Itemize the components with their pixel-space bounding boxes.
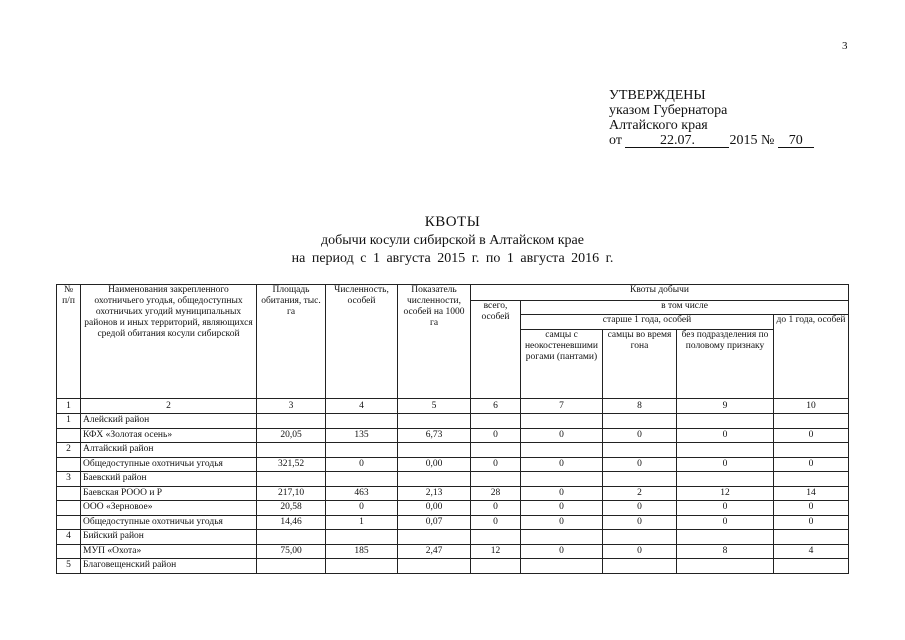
empty-cell xyxy=(603,443,677,458)
header-name: Наименования закрепленного охотничьего угодья, общедоступных охотничьих угодий муниципальных районов и иных территорий, являющихся средой обитания косули сибирской xyxy=(81,285,257,399)
males-rut-value: 0 xyxy=(603,501,677,516)
males-rut-value: 0 xyxy=(603,457,677,472)
young-value: 0 xyxy=(774,515,849,530)
young-value: 0 xyxy=(774,501,849,516)
approval-heading: УТВЕРЖДЕНЫ xyxy=(609,88,706,103)
count-value: 1 xyxy=(326,515,398,530)
header-num: № п/п xyxy=(57,285,81,399)
district-row xyxy=(57,414,849,429)
no-sex-value: 0 xyxy=(677,457,774,472)
empty-cell xyxy=(603,530,677,545)
empty-cell xyxy=(57,544,81,559)
district-name: Алтайский район xyxy=(81,443,257,458)
column-number: 3 xyxy=(257,399,326,414)
header-males-antlers: самцы с неокостеневшими рогами (пантами) xyxy=(521,330,603,399)
row-number: 1 xyxy=(57,414,81,429)
table-row xyxy=(57,515,849,530)
empty-cell xyxy=(521,472,603,487)
district-name: Благовещенский район xyxy=(81,559,257,574)
males-rut-value: 0 xyxy=(603,428,677,443)
approval-number: 70 xyxy=(778,134,814,148)
empty-cell xyxy=(521,559,603,574)
no-sex-value: 0 xyxy=(677,515,774,530)
empty-cell xyxy=(774,443,849,458)
empty-cell xyxy=(677,472,774,487)
empty-cell xyxy=(326,559,398,574)
title-main: КВОТЫ xyxy=(424,214,481,230)
empty-cell xyxy=(398,443,471,458)
row-number: 2 xyxy=(57,443,81,458)
young-value: 14 xyxy=(774,486,849,501)
column-number: 5 xyxy=(398,399,471,414)
area-value: 75,00 xyxy=(257,544,326,559)
empty-cell xyxy=(257,530,326,545)
approval-stamp xyxy=(609,88,814,148)
empty-cell xyxy=(398,472,471,487)
approval-date: 22.07. xyxy=(625,134,729,148)
empty-cell xyxy=(257,472,326,487)
area-value: 20,58 xyxy=(257,501,326,516)
empty-cell xyxy=(398,414,471,429)
count-value: 0 xyxy=(326,501,398,516)
hunting-ground-name: КФХ «Золотая осень» xyxy=(81,428,257,443)
hunting-ground-name: МУП «Охота» xyxy=(81,544,257,559)
area-value: 321,52 xyxy=(257,457,326,472)
district-row xyxy=(57,530,849,545)
row-number: 4 xyxy=(57,530,81,545)
title-period: на период с 1 августа 2015 г. по 1 августа 2016 г. xyxy=(291,251,614,266)
density-value: 0,07 xyxy=(398,515,471,530)
empty-cell xyxy=(57,428,81,443)
document-title xyxy=(0,213,905,268)
column-number: 1 xyxy=(57,399,81,414)
no-sex-value: 0 xyxy=(677,501,774,516)
density-value: 2,47 xyxy=(398,544,471,559)
empty-cell xyxy=(774,414,849,429)
hunting-ground-name: Общедоступные охотничьи угодья xyxy=(81,515,257,530)
table-row xyxy=(57,501,849,516)
empty-cell xyxy=(471,472,521,487)
hunting-ground-name: Общедоступные охотничьи угодья xyxy=(81,457,257,472)
count-value: 185 xyxy=(326,544,398,559)
header-total: всего, особей xyxy=(471,301,521,399)
empty-cell xyxy=(521,414,603,429)
total-quota-value: 28 xyxy=(471,486,521,501)
header-including: в том числе xyxy=(521,301,849,315)
approval-date-line xyxy=(609,133,814,148)
area-value: 20,05 xyxy=(257,428,326,443)
males-antlers-value: 0 xyxy=(521,501,603,516)
column-number: 10 xyxy=(774,399,849,414)
empty-cell xyxy=(471,414,521,429)
males-antlers-value: 0 xyxy=(521,544,603,559)
approval-date-prefix: от xyxy=(609,133,622,148)
district-name: Баевский район xyxy=(81,472,257,487)
empty-cell xyxy=(603,559,677,574)
header-area: Площадь обитания, тыс. га xyxy=(257,285,326,399)
empty-cell xyxy=(326,414,398,429)
empty-cell xyxy=(257,559,326,574)
table-row xyxy=(57,428,849,443)
approval-region: Алтайского края xyxy=(609,118,708,133)
empty-cell xyxy=(57,515,81,530)
empty-cell xyxy=(326,472,398,487)
total-quota-value: 0 xyxy=(471,457,521,472)
young-value: 0 xyxy=(774,428,849,443)
column-number-row xyxy=(57,399,849,414)
no-sex-value: 8 xyxy=(677,544,774,559)
empty-cell xyxy=(398,530,471,545)
header-quota: Квоты добычи xyxy=(471,285,849,301)
title-subject: добычи косули сибирской в Алтайском крае xyxy=(321,233,584,248)
empty-cell xyxy=(257,443,326,458)
area-value: 14,46 xyxy=(257,515,326,530)
empty-cell xyxy=(521,530,603,545)
district-name: Алейский район xyxy=(81,414,257,429)
empty-cell xyxy=(326,530,398,545)
males-rut-value: 2 xyxy=(603,486,677,501)
count-value: 463 xyxy=(326,486,398,501)
empty-cell xyxy=(603,414,677,429)
empty-cell xyxy=(677,530,774,545)
column-number: 6 xyxy=(471,399,521,414)
approval-authority: указом Губернатора xyxy=(609,103,728,118)
district-name: Бийский район xyxy=(81,530,257,545)
empty-cell xyxy=(471,559,521,574)
empty-cell xyxy=(774,472,849,487)
table-row xyxy=(57,544,849,559)
district-row xyxy=(57,443,849,458)
row-number: 3 xyxy=(57,472,81,487)
header-no-sex: без подразделения по половому признаку xyxy=(677,330,774,399)
empty-cell xyxy=(398,559,471,574)
total-quota-value: 0 xyxy=(471,515,521,530)
empty-cell xyxy=(57,501,81,516)
count-value: 135 xyxy=(326,428,398,443)
density-value: 6,73 xyxy=(398,428,471,443)
header-count: Численность, особей xyxy=(326,285,398,399)
column-number: 4 xyxy=(326,399,398,414)
empty-cell xyxy=(603,472,677,487)
males-antlers-value: 0 xyxy=(521,457,603,472)
empty-cell xyxy=(521,443,603,458)
empty-cell xyxy=(326,443,398,458)
column-number: 7 xyxy=(521,399,603,414)
column-number: 8 xyxy=(603,399,677,414)
density-value: 0,00 xyxy=(398,457,471,472)
area-value: 217,10 xyxy=(257,486,326,501)
empty-cell xyxy=(677,559,774,574)
table-row xyxy=(57,457,849,472)
quota-table xyxy=(56,284,849,574)
header-young: до 1 года, особей xyxy=(774,315,849,399)
density-value: 2,13 xyxy=(398,486,471,501)
header-older: старше 1 года, особей xyxy=(521,315,774,330)
empty-cell xyxy=(57,486,81,501)
density-value: 0,00 xyxy=(398,501,471,516)
count-value: 0 xyxy=(326,457,398,472)
empty-cell xyxy=(257,414,326,429)
empty-cell xyxy=(774,530,849,545)
district-row xyxy=(57,472,849,487)
no-sex-value: 12 xyxy=(677,486,774,501)
district-row xyxy=(57,559,849,574)
males-antlers-value: 0 xyxy=(521,428,603,443)
column-number: 2 xyxy=(81,399,257,414)
young-value: 0 xyxy=(774,457,849,472)
empty-cell xyxy=(471,530,521,545)
total-quota-value: 0 xyxy=(471,501,521,516)
young-value: 4 xyxy=(774,544,849,559)
header-density: Показатель численности, особей на 1000 га xyxy=(398,285,471,399)
approval-year: 2015 № xyxy=(729,133,775,148)
total-quota-value: 0 xyxy=(471,428,521,443)
header-males-rut: самцы во время гона xyxy=(603,330,677,399)
no-sex-value: 0 xyxy=(677,428,774,443)
table-row xyxy=(57,486,849,501)
empty-cell xyxy=(471,443,521,458)
empty-cell xyxy=(677,414,774,429)
empty-cell xyxy=(774,559,849,574)
row-number: 5 xyxy=(57,559,81,574)
column-number: 9 xyxy=(677,399,774,414)
hunting-ground-name: Баевская РООО и Р xyxy=(81,486,257,501)
hunting-ground-name: ООО «Зерновое» xyxy=(81,501,257,516)
empty-cell xyxy=(677,443,774,458)
empty-cell xyxy=(57,457,81,472)
page-number: 3 xyxy=(842,40,848,52)
males-rut-value: 0 xyxy=(603,515,677,530)
total-quota-value: 12 xyxy=(471,544,521,559)
males-rut-value: 0 xyxy=(603,544,677,559)
males-antlers-value: 0 xyxy=(521,515,603,530)
males-antlers-value: 0 xyxy=(521,486,603,501)
